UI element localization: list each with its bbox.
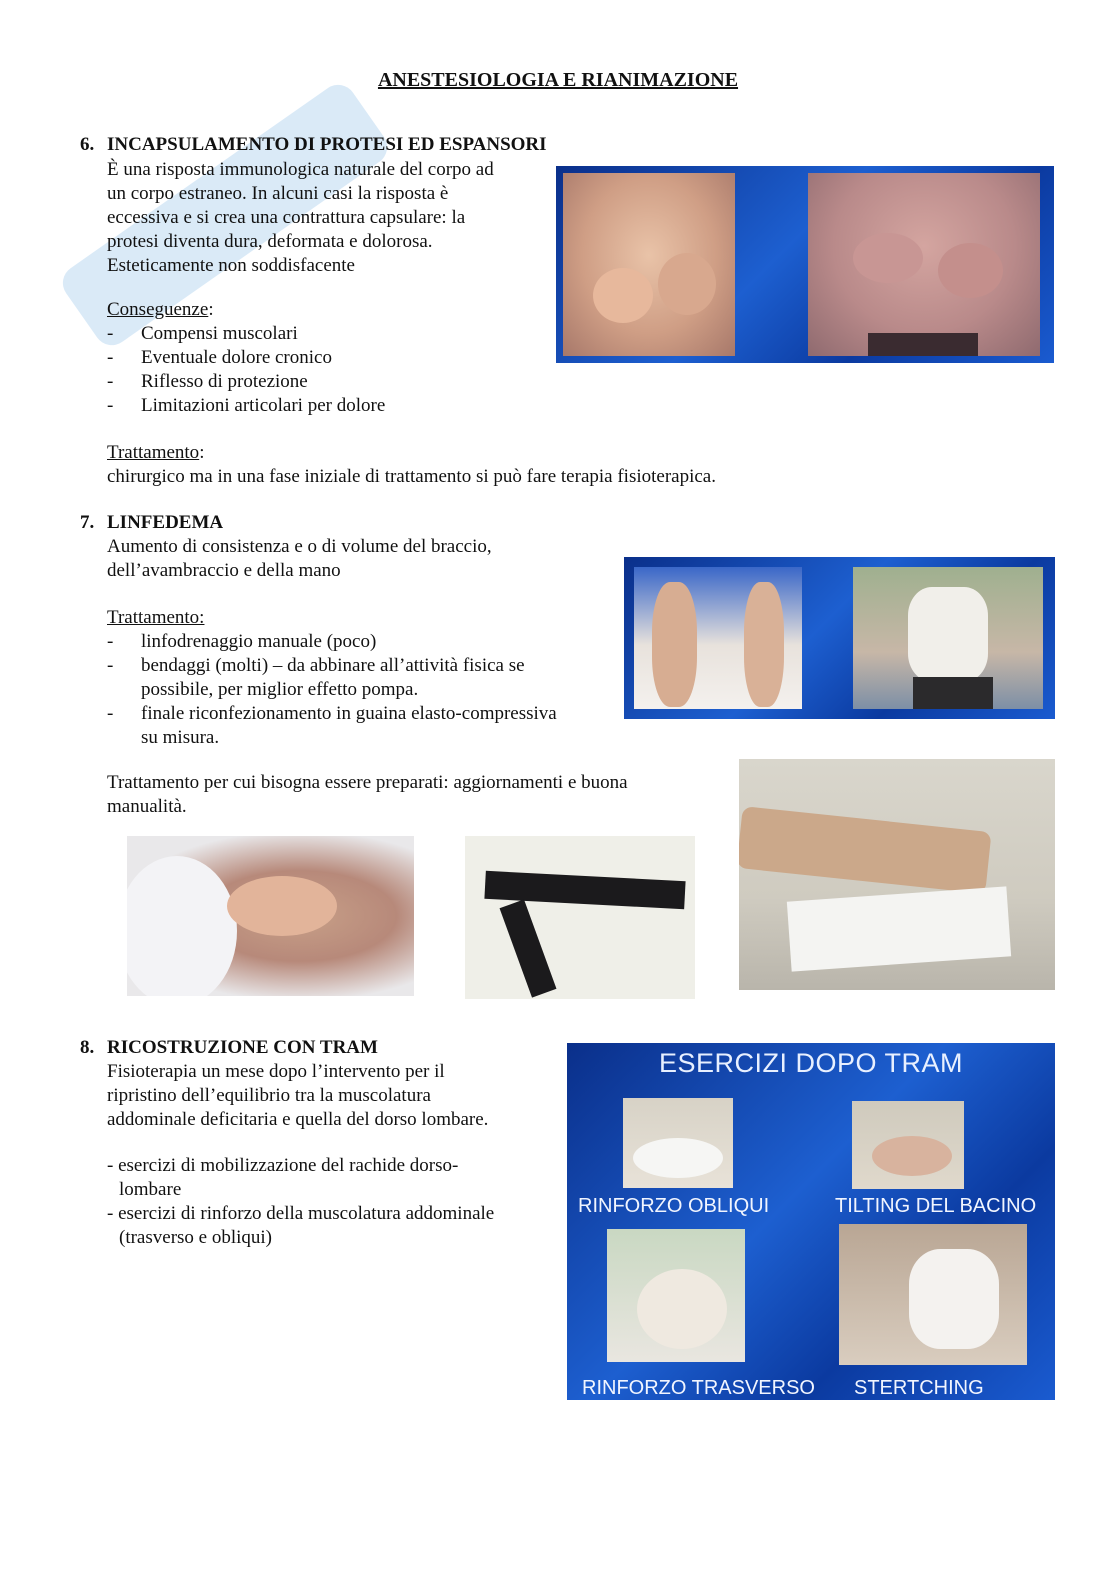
list-item: - Riflesso di protezione	[107, 370, 527, 394]
list-item: - Limitazioni articolari per dolore	[107, 394, 527, 418]
exercise-photo-obliqui	[623, 1098, 733, 1188]
section-6-heading	[80, 133, 547, 157]
section-7-note	[107, 771, 628, 819]
text-line: protesi diventa dura, deformata e dolorosa.	[107, 231, 433, 252]
section-8-heading	[80, 1036, 378, 1060]
consequences-list	[107, 322, 527, 418]
exercise-photo-trasverso	[607, 1229, 745, 1362]
breast-photo-right	[808, 173, 1040, 356]
lymphedema-treatment-list	[107, 630, 607, 750]
list-item-text: lombare	[119, 1179, 182, 1200]
capsular-contracture-photo	[556, 166, 1054, 363]
section-number: 8.	[80, 1037, 95, 1058]
document-title: ANESTESIOLOGIA E RIANIMAZIONE	[377, 69, 739, 91]
consequences-heading	[107, 298, 214, 322]
section-number: 6.	[80, 134, 95, 155]
consequences-label: Conseguenze	[107, 299, 209, 320]
text-line: È una risposta immunologica naturale del corpo ad	[107, 159, 494, 180]
bandage-photo	[465, 836, 695, 999]
text-line: eccessiva e si crea una contrattura capsulare: la	[107, 207, 466, 228]
lymphedema-photo	[624, 557, 1055, 719]
list-item	[107, 702, 607, 750]
tram-exercise-list	[107, 1154, 494, 1250]
slide-label: TILTING DEL BACINO	[835, 1195, 1037, 1217]
arms-photo	[634, 567, 802, 709]
text-line: Esteticamente non soddisfacente	[107, 255, 355, 276]
list-item-text: - esercizi di mobilizzazione del rachide dorso-	[107, 1155, 459, 1176]
list-item-text: finale riconfezionamento in guaina elasto-compressiva	[141, 703, 557, 724]
section-title: RICOSTRUZIONE CON TRAM	[107, 1037, 378, 1058]
section-title: INCAPSULAMENTO DI PROTESI ED ESPANSORI	[107, 134, 547, 155]
list-item-text: - esercizi di rinforzo della muscolatura addominale	[107, 1203, 495, 1224]
list-item: - Compensi muscolari	[107, 322, 527, 346]
treatment-heading	[107, 441, 204, 465]
text-line: ripristino dell’equilibrio tra la muscolatura	[107, 1085, 431, 1106]
section-6-intro	[107, 158, 494, 278]
text-line: Fisioterapia un mese dopo l’intervento per il	[107, 1061, 445, 1082]
colon: :	[199, 442, 205, 463]
section-7-intro	[107, 535, 492, 583]
list-item	[107, 1202, 494, 1226]
text-line: dell’avambraccio e della mano	[107, 560, 341, 581]
list-item-text: possibile, per miglior effetto pompa.	[141, 679, 419, 700]
breast-photo-left	[563, 173, 735, 356]
colon: :	[208, 299, 214, 320]
treatment-text: chirurgico ma in una fase iniziale di trattamento si può fare terapia fisioterapica.	[107, 466, 716, 487]
text-line: un corpo estraneo. In alcuni casi la risposta è	[107, 183, 449, 204]
section-7-heading	[80, 511, 223, 535]
patient-photo	[853, 567, 1043, 709]
treatment-label: Trattamento	[107, 442, 200, 463]
manual-lymph-drainage-photo	[127, 836, 414, 996]
list-item-text: (trasverso e obliqui)	[119, 1227, 273, 1248]
treatment-label: Trattamento:	[107, 607, 205, 628]
section-8-intro	[107, 1060, 488, 1132]
bandaged-arm-photo	[739, 759, 1055, 990]
text-line: addominale deficitaria e quella del dorso lombare.	[107, 1109, 489, 1130]
section-title: LINFEDEMA	[107, 512, 224, 533]
slide-label: RINFORZO TRASVERSO	[582, 1377, 815, 1399]
list-item	[107, 1154, 494, 1178]
tram-exercises-slide	[567, 1043, 1055, 1400]
list-item	[107, 654, 607, 702]
list-item-continuation	[107, 1226, 494, 1250]
text-line: Aumento di consistenza e o di volume del braccio,	[107, 536, 492, 557]
text-line: manualità.	[107, 796, 187, 817]
list-item	[107, 630, 607, 654]
list-item: - Eventuale dolore cronico	[107, 346, 527, 370]
text-line: Trattamento per cui bisogna essere preparati: aggiornamenti e buona	[107, 772, 628, 793]
list-item-text: linfodrenaggio manuale (poco)	[141, 631, 377, 652]
exercise-photo-stretching	[839, 1224, 1027, 1365]
exercise-photo-tilting	[852, 1101, 964, 1189]
section-number: 7.	[80, 512, 95, 533]
list-item-text: bendaggi (molti) – da abbinare all’attività fisica se	[141, 655, 525, 676]
list-item-text: su misura.	[141, 727, 220, 748]
slide-label: STERTCHING	[854, 1377, 984, 1399]
slide-title: ESERCIZI DOPO TRAM	[658, 1048, 964, 1078]
list-item-continuation	[107, 1178, 494, 1202]
slide-label: RINFORZO OBLIQUI	[578, 1195, 770, 1217]
